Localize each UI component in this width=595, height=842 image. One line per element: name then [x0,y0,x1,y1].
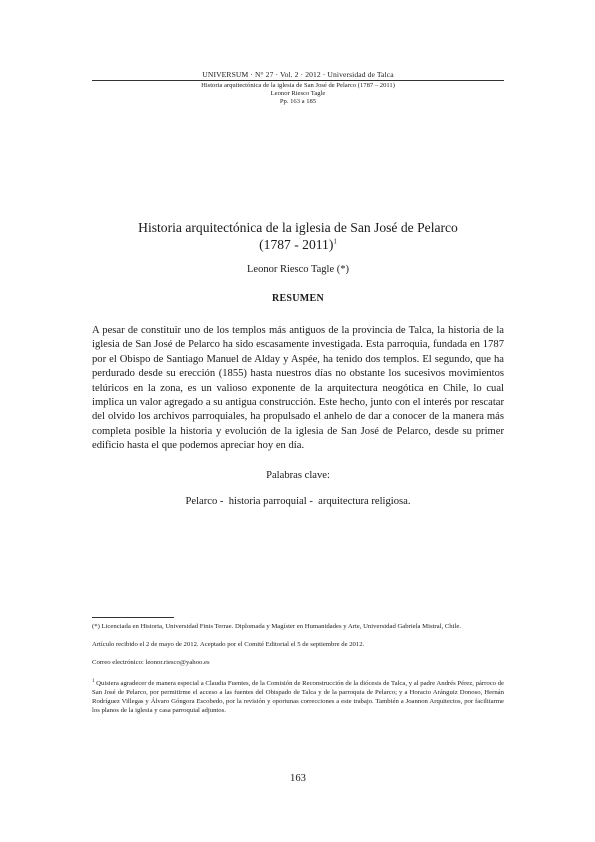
title-footnote-mark: 1 [333,237,337,246]
article-title-line2: (1787 - 2011) [259,237,334,252]
footnote-1-mark: 1 [92,678,95,684]
running-header [92,70,504,106]
abstract-text: A pesar de constituir uno de los templos más antiguos de la provincia de Talca, la historia de la iglesia de San José de Pelarco ha sido escasamente investigada. Esta parroquia, fundada en 1787 por el Obispo de Santiago Manuel de Alday y Aspée, ha tenido dos templos. El segundo, que ha perdurado desde su erección (1855) hasta nuestros días no obstante los sucesivos movimientos telúricos en la zona, es un valioso exponente de la arquitectura neogótica en Chile, lo cual implica un valor agregado a su antigua construcción. Este hecho, junto con el interés por rescatar del olvido los archivos parroquiales, ha propulsado el anhelo de dar a conocer de la manera más completa posible la historia y evolución de la iglesia de San José de Pelarco, desde su primer edificio hasta el que podemos apreciar hoy en día. [92,325,504,452]
article-author: Leonor Riesco Tagle (*) [247,264,349,275]
footnote-email: Correo electrónico: leonor.riesco@yahoo.es [92,659,210,667]
journal-info: UNIVERSUM · N° 27 · Vol. 2 · 2012 · Universidad de Talca [202,70,394,79]
title-block [92,219,504,304]
footnote-dates: Artículo recibido el 2 de mayo de 2012. Aceptado por el Comité Editorial el 5 de septiembre de 2012. [92,641,365,649]
footnote-1-text: Quisiera agradecer de manera especial a Claudia Fuentes, de la Comisión de Reconstrucción de la diócesis de Talca, y al padre Andrés Pérez, párroco de San José de Pelarco, por permitirme el acceso a las fuentes del Obispado de Talca y de la parroquia de Pelarco; y a Horacio Aránguiz Donoso, Hernán Rodríguez Villegas y Álvaro Góngora Escobedo, por la revisión y oportunas correcciones a este trabajo. También a Joannon Arquitectos, por facilitarme los planos de la iglesia y casa parroquial adjuntos. [92,679,504,715]
abstract-heading: RESUMEN [271,293,325,304]
page-number: 163 [290,773,306,784]
header-article-title: Historia arquitectónica de la iglesia de San José de Pelarco (1787 – 2011) [201,82,395,89]
keywords-list: Pelarco - historia parroquial - arquitectura religiosa. [185,496,411,507]
keywords-label: Palabras clave: [266,470,330,481]
footnote-separator [92,617,174,618]
footnote-affiliation: (*) Licenciada en Historia, Universidad Finis Terrae. Diplomada y Magíster en Humanidades y Arte, Universidad Gabriela Mistral, Chile. [92,623,461,630]
article-title [92,219,504,253]
header-author: Leonor Riesco Tagle [270,90,326,97]
footnote-1 [92,677,504,716]
header-pages: Pp. 163 a 185 [279,98,317,105]
article-title-line1: Historia arquitectónica de la iglesia de San José de Pelarco [138,220,458,235]
header-rule [92,80,504,81]
footnotes [92,622,504,725]
